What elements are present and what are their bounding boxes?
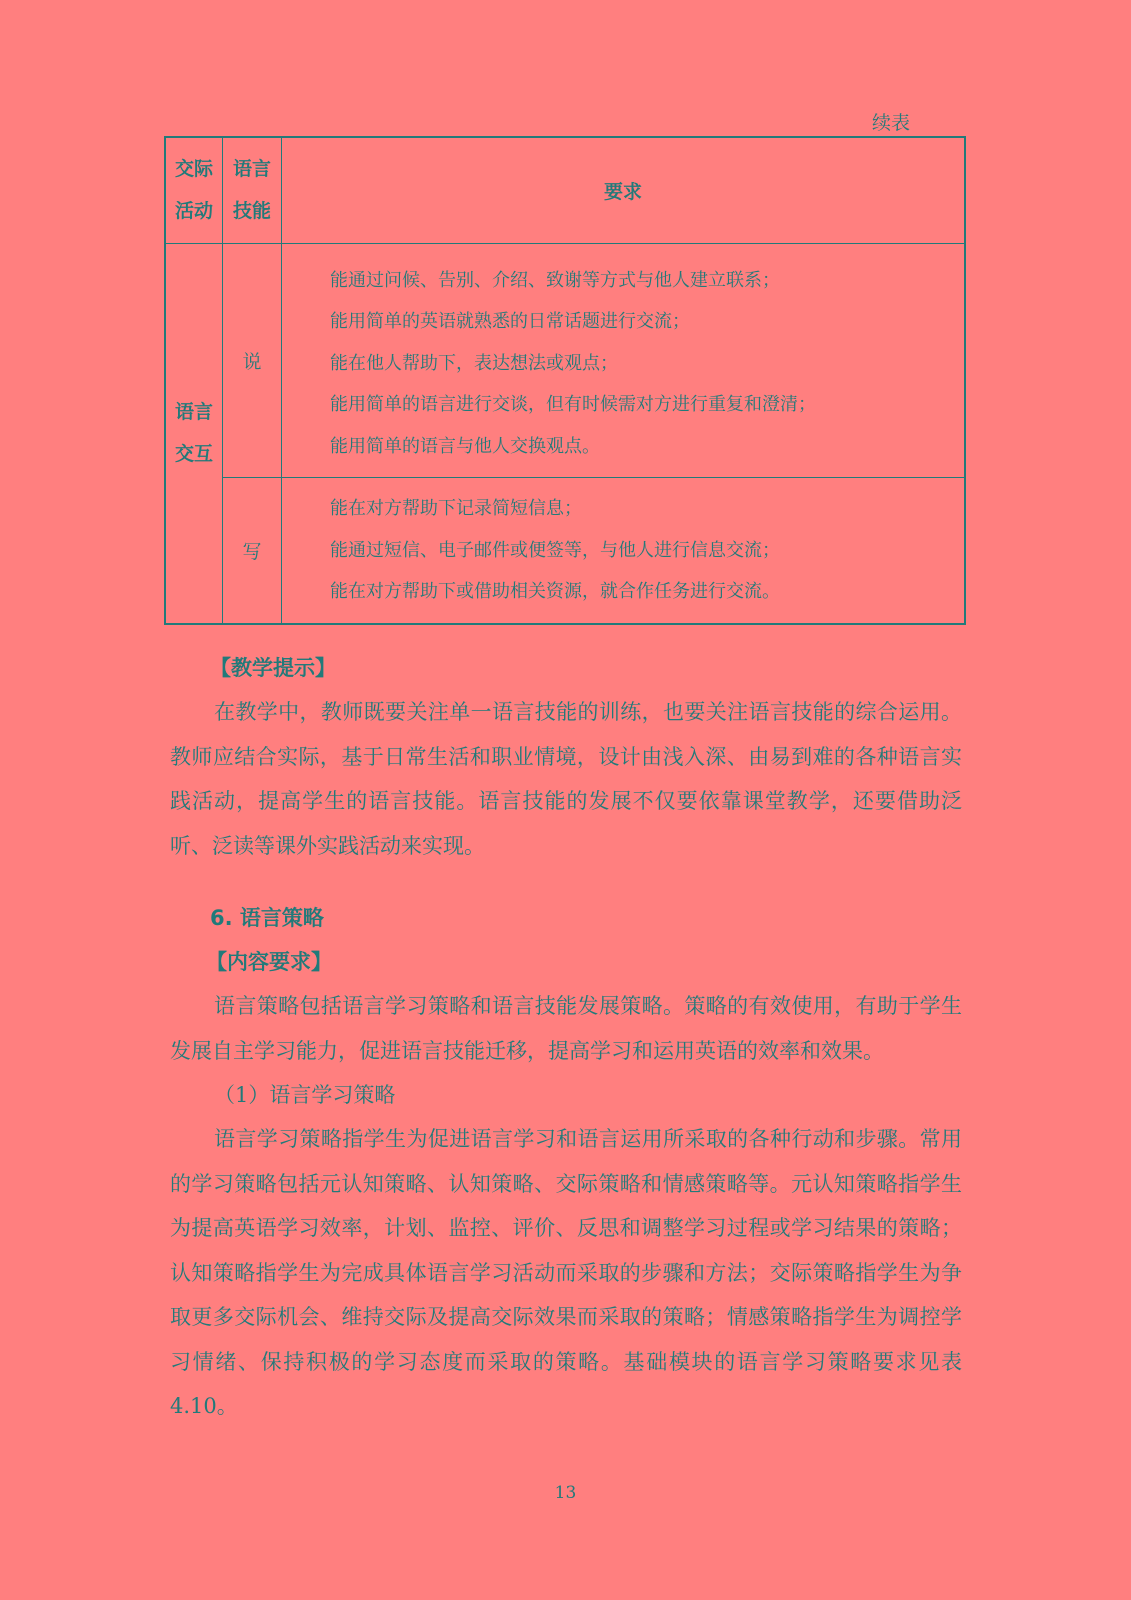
requirement-item: 能在他人帮助下，表达想法或观点；: [330, 352, 618, 374]
header-skill-line1: 语言: [232, 158, 271, 181]
requirement-item: 能在对方帮助下或借助相关资源，就合作任务进行交流。: [330, 581, 780, 602]
teaching-tip-section: [170, 646, 962, 868]
header-requirement: 要求: [282, 137, 966, 243]
table-header-row: [165, 137, 965, 243]
continued-table-label: 续表: [872, 112, 911, 134]
page-number: 13: [554, 1483, 577, 1503]
skill-cell-writing: 写: [223, 478, 282, 624]
body-paragraph: 语言学习策略指学生为促进语言学习和语言运用所采取的各种行动和步骤。常用的学习策略包括元认知策略、认知策略、交际策略和情感策略等。元认知策略指学生为提高英语学习效率，计划、监控、评价、反思和调整学习过程或学习结果的策略；认知策略指学生为完成具体语言学习活动而采取的步骤和方法；交际策略指学生为争取更多交际机会、维持交际及提高交际效果而采取的策略；情感策略指学生为调控学习情绪、保持积极的学习态度而采取的策略。基础模块的语言学习策略要求见表 4.10。: [170, 1127, 962, 1418]
teaching-tip-paragraph: 在教学中，教师既要关注单一语言技能的训练，也要关注语言技能的综合运用。教师应结合实际，基于日常生活和职业情境，设计由浅入深、由易到难的各种语言实践活动，提高学生的语言技能。语言技能的发展不仅要依靠课堂教学，还要借助泛听、泛读等课外实践活动来实现。: [170, 700, 962, 858]
activity-cell: [165, 243, 223, 624]
requirement-item: 能通过短信、电子邮件或便签等，与他人进行信息交流；: [330, 539, 780, 561]
requirement-item: 能通过问候、告别、介绍、致谢等方式与他人建立联系；: [330, 269, 780, 291]
skill-cell-speaking: 说: [223, 243, 282, 478]
header-skill: [223, 137, 282, 243]
requirement-item: 能在对方帮助下记录简短信息；: [330, 498, 582, 519]
requirement-list-speaking: [282, 243, 966, 478]
intro-paragraph: 语言策略包括语言学习策略和语言技能发展策略。策略的有效使用，有助于学生发展自主学习能力，促进语言技能迁移，提高学习和运用英语的效率和效果。: [170, 994, 962, 1063]
requirements-table: [164, 136, 966, 625]
requirement-item: 能用简单的语言进行交谈，但有时候需对方进行重复和澄清；: [330, 394, 816, 415]
content-requirement-heading: 【内容要求】: [206, 950, 332, 974]
section-heading: 6. 语言策略: [210, 906, 324, 930]
header-activity-line2: 活动: [174, 200, 213, 223]
requirement-item: 能用简单的语言与他人交换观点。: [330, 435, 600, 457]
activity-line2: 交互: [174, 443, 213, 465]
sub-heading: （1）语言学习策略: [214, 1083, 396, 1107]
header-skill-line2: 技能: [232, 200, 271, 223]
teaching-tip-heading: 【教学提示】: [210, 656, 336, 680]
table-row: [165, 478, 965, 624]
requirement-item: 能用简单的英语就熟悉的日常话题进行交流；: [330, 311, 690, 332]
header-activity: [165, 137, 223, 243]
activity-line1: 语言: [174, 401, 213, 423]
table-row: [165, 243, 965, 478]
requirement-list-writing: [282, 478, 966, 624]
header-activity-line1: 交际: [174, 158, 213, 181]
language-strategy-section: [170, 896, 962, 1429]
